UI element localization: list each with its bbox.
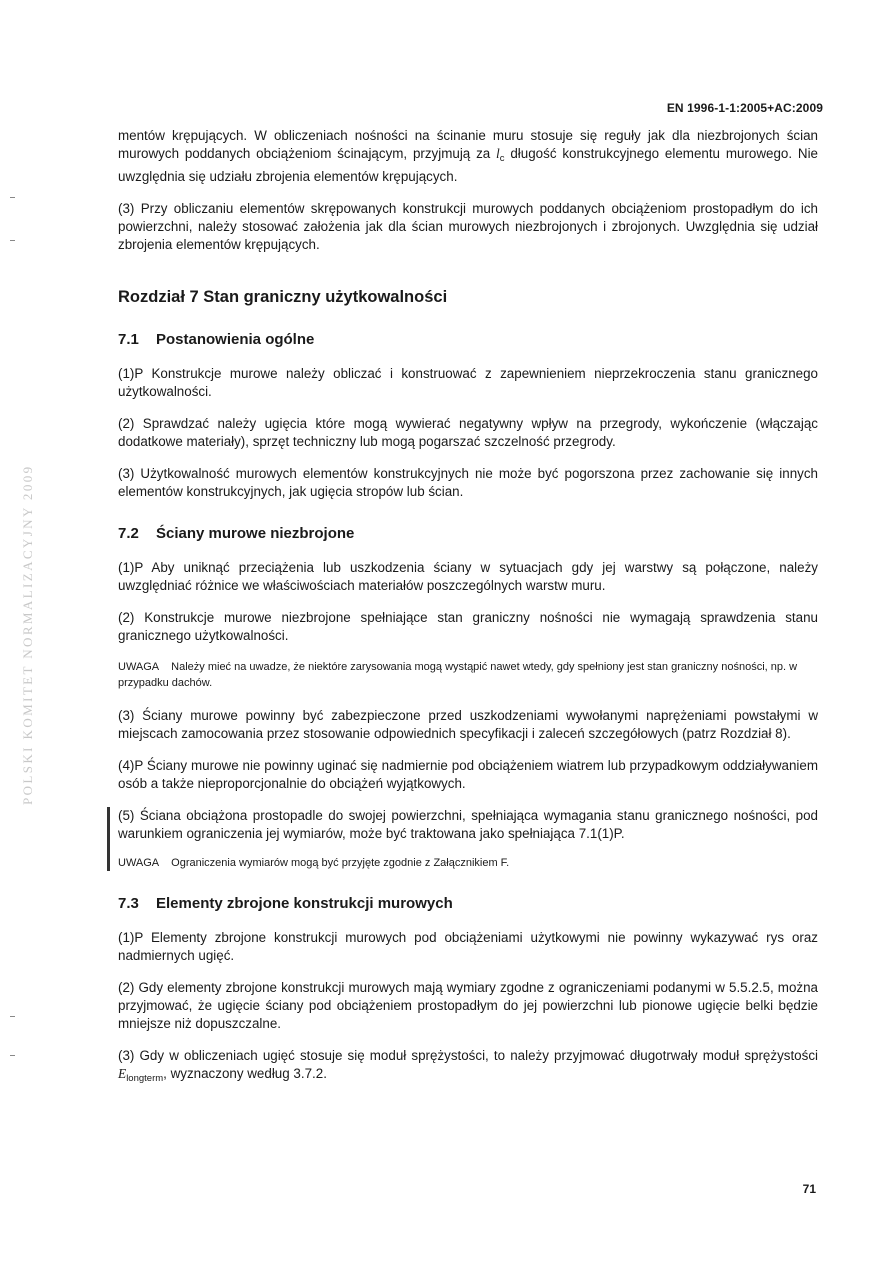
section-7-2-paragraph: (1)P Aby uniknąć przeciążenia lub uszkodzenia ściany w sytuacjach gdy jej warstwy są połączone, należy uwzględniać różnice we właściwościach materiałów poszczególnych warstw muru. — [118, 560, 818, 593]
section-7-3-paragraph: (1)P Elementy zbrojone konstrukcji murowych pod obciążeniami użytkowymi nie powinny wykazywać rys oraz nadmiernych ugięć. — [118, 930, 818, 963]
section-7-2-paragraph: (5) Ściana obciążona prostopadle do swojej powierzchni, spełniająca wymagania stanu granicznego nośności, pod warunkiem ograniczenia jej wymiarów, może być traktowana jako spełniająca 7.1(1)P. — [118, 808, 818, 841]
main-content — [118, 127, 818, 1088]
amendment-marked-block — [118, 807, 818, 871]
section-7-2-heading: 7.2 Ściany murowe niezbrojone — [118, 525, 355, 542]
intro-paragraph-1: mentów krępujących. W obliczeniach nośności na ścinanie muru stosuje się reguły jak dla niezbrojonych ścian murowych poddanych obciążeniom ścinającym, przyjmują za $l_c$ długość konstrukcyjnego elementu murowego. Nie uwzględnia się udziału zbrojenia elementów krępujących. — [118, 128, 818, 184]
section-7-2-paragraph: (3) Ściany murowe powinny być zabezpieczone przed uszkodzeniami wywołanymi naprężeniami powstałymi w miejscach zamocowania przez stosowanie odpowiednich specyfikacji i zaleceń szczegółowych (patrz Rozdział 8). — [118, 708, 818, 741]
section-7-1-paragraph: (3) Użytkowalność murowych elementów konstrukcyjnych nie może być pogorszona przez zachowanie się innych elementów konstrukcyjnych, jak ugięcia stropów lub ścian. — [118, 466, 818, 499]
margin-tick — [10, 1055, 15, 1056]
margin-tick — [10, 1016, 15, 1017]
chapter-title: Rozdział 7 Stan graniczny użytkowalności — [118, 288, 448, 306]
section-7-2-note: UWAGA Ograniczenia wymiarów mogą być przyjęte zgodnie z Załącznikiem F. — [118, 857, 510, 869]
page-number: 71 — [802, 1182, 816, 1196]
watermark-text: POLSKI KOMITET NORMALIZACYJNY 2009 — [20, 464, 35, 806]
section-7-3-heading: 7.3 Elementy zbrojone konstrukcji murowych — [118, 895, 453, 912]
section-7-1-heading: 7.1 Postanowienia ogólne — [118, 331, 315, 348]
section-7-3-paragraph: (2) Gdy elementy zbrojone konstrukcji murowych mają wymiary zgodne z ograniczeniami podanymi w 5.5.2.5, można przyjmować, że ugięcie ściany pod obciążeniem prostopadłym do jej powierzchni lub pionowe ugięcie belki będzie mniejsze niż dopuszczalne. — [118, 980, 818, 1031]
section-7-3-paragraph: (3) Gdy w obliczeniach ugięć stosuje się moduł sprężystości, to należy przyjmować długotrwały moduł sprężystości $E_{longterm}$, wyznaczony według 3.7.2. — [118, 1048, 818, 1084]
section-7-1-paragraph: (2) Sprawdzać należy ugięcia które mogą wywierać negatywny wpływ na przegrody, wykończenie (włączając dodatkowe materiały), sprzęt techniczny lub mogą pogarszać szczelność przegrody. — [118, 416, 818, 449]
section-7-2-paragraph: (4)P Ściany murowe nie powinny uginać się nadmiernie pod obciążeniem wiatrem lub przypadkowym oddziaływaniem osób a także nieproporcjonalnie do obciążeń wyjątkowych. — [118, 758, 818, 791]
section-7-1-paragraph: (1)P Konstrukcje murowe należy obliczać i konstruować z zapewnieniem nieprzekroczenia stanu granicznego użytkowalności. — [118, 366, 818, 399]
section-7-2-paragraph: (2) Konstrukcje murowe niezbrojone spełniające stan graniczny nośności nie wymagają sprawdzenia stanu granicznego użytkowalności. — [118, 610, 818, 643]
intro-paragraph-2: (3) Przy obliczaniu elementów skrępowanych konstrukcji murowych poddanych obciążeniom prostopadłym do ich powierzchni, należy stosować założenia jak dla ścian murowych niezbrojonych i zbrojonych. Uwzględnia się udział zbrojenia elementów krępujących. — [118, 201, 818, 252]
margin-tick — [10, 197, 15, 198]
margin-tick — [10, 240, 15, 241]
section-7-2-note: UWAGA Należy mieć na uwadze, że niektóre zarysowania mogą wystąpić nawet wtedy, gdy spełniony jest stan graniczny nośności, np. w przypadku dachów. — [118, 661, 798, 689]
standard-id-header: EN 1996-1-1:2005+AC:2009 — [666, 101, 823, 115]
